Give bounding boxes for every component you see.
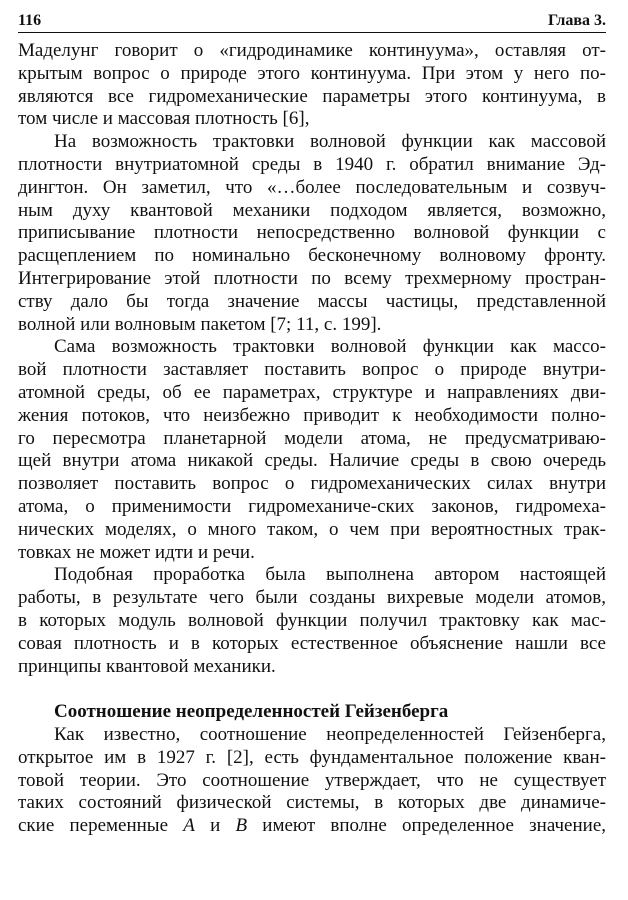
text-line: ным духу квантовой механики подходом является, возможно, — [18, 199, 606, 221]
section-gap — [18, 678, 606, 701]
variable-b: B — [235, 815, 248, 837]
text-line: Как известно, соотношение неопределенностей Гейзенберга, — [54, 723, 606, 745]
text-line: го пересмотра планетарной модели атома, не предусматриваю- — [18, 427, 606, 449]
line-text: и — [194, 815, 236, 837]
text-line: принципы квантовой механики. — [18, 655, 276, 677]
section-heading: Соотношение неопределенностей Гейзенберга — [54, 701, 449, 723]
text-line — [18, 815, 606, 838]
page-number: 116 — [18, 12, 42, 29]
text-line: товках не может идти и речи. — [18, 541, 255, 563]
section-paragraph — [18, 724, 606, 815]
chapter-title: Глава 3. — [548, 12, 606, 29]
text-line: волной или волновым пакетом [7; 11, с. 199]. — [18, 313, 382, 335]
paragraphs-block — [18, 40, 606, 678]
text-line: атомной среды, об ее параметрах, структуре и направлениях дви- — [18, 381, 606, 403]
text-line: расщеплением по номинально бесконечному волновому фронту. — [18, 245, 606, 267]
line-text: ские переменные — [18, 815, 184, 837]
text-line: Подобная проработка была выполнена автором настоящей — [54, 564, 606, 586]
text-line: Интегрирование этой плотности по всему трехмерному простран- — [18, 267, 606, 289]
text-line: дингтон. Он заметил, что «…более последовательным и созвуч- — [18, 176, 606, 198]
line-text: имеют вполне определенное значение, — [247, 815, 606, 837]
text-line: приписывание плотности непосредственно волновой функции с — [18, 222, 606, 244]
text-line: открытое им в 1927 г. [2], есть фундаментальное положение кван- — [18, 746, 606, 768]
text-line: товой теории. Это соотношение утверждает, что не существует — [18, 769, 606, 791]
text-line: вой плотности заставляет поставить вопрос о природе внутри- — [18, 359, 606, 381]
text-line: в которых модуль волновой функции получил трактовку как мас- — [18, 609, 606, 631]
text-line: являются все гидромеханические параметры этого континуума, в — [18, 85, 606, 107]
text-line: щей внутри атома никакой среды. Наличие среды в свою очередь — [18, 450, 606, 472]
text-line: жения потоков, что неизбежно приводит к необходимости полно- — [18, 404, 606, 426]
page-body — [18, 40, 606, 838]
text-line: атома, о применимости гидромеханиче-ских законов, гидромеха- — [18, 495, 606, 517]
text-line: работы, в результате чего были созданы вихревые модели атомов, — [18, 587, 606, 609]
text-line: таких состояний физической системы, в которых две динамиче- — [18, 792, 606, 814]
text-line: плотности внутриатомной среды в 1940 г. обратил внимание Эд- — [18, 153, 606, 175]
text-line: Сама возможность трактовки волновой функции как массо- — [54, 336, 606, 358]
text-line: ству дало бы тогда значение массы частицы, представленной — [18, 290, 606, 312]
text-line: крытым вопрос о природе этого континуума. При этом у него по- — [18, 62, 606, 84]
text-line: На возможность трактовки волновой функции как массовой — [54, 131, 606, 153]
text-line: позволяет поставить вопрос о гидромеханических силах внутри — [18, 473, 606, 495]
text-line: Маделунг говорит о «гидродинамике континуума», оставляя от- — [18, 40, 606, 61]
text-line: нических моделях, о много таком, о чем при вероятностных трак- — [18, 518, 606, 540]
text-line: том числе и массовая плотность [6], — [18, 108, 310, 130]
variable-a: A — [183, 815, 195, 837]
page-header — [18, 8, 606, 33]
text-line: совая плотность и в которых естественное объяснение нашли все — [18, 632, 606, 654]
